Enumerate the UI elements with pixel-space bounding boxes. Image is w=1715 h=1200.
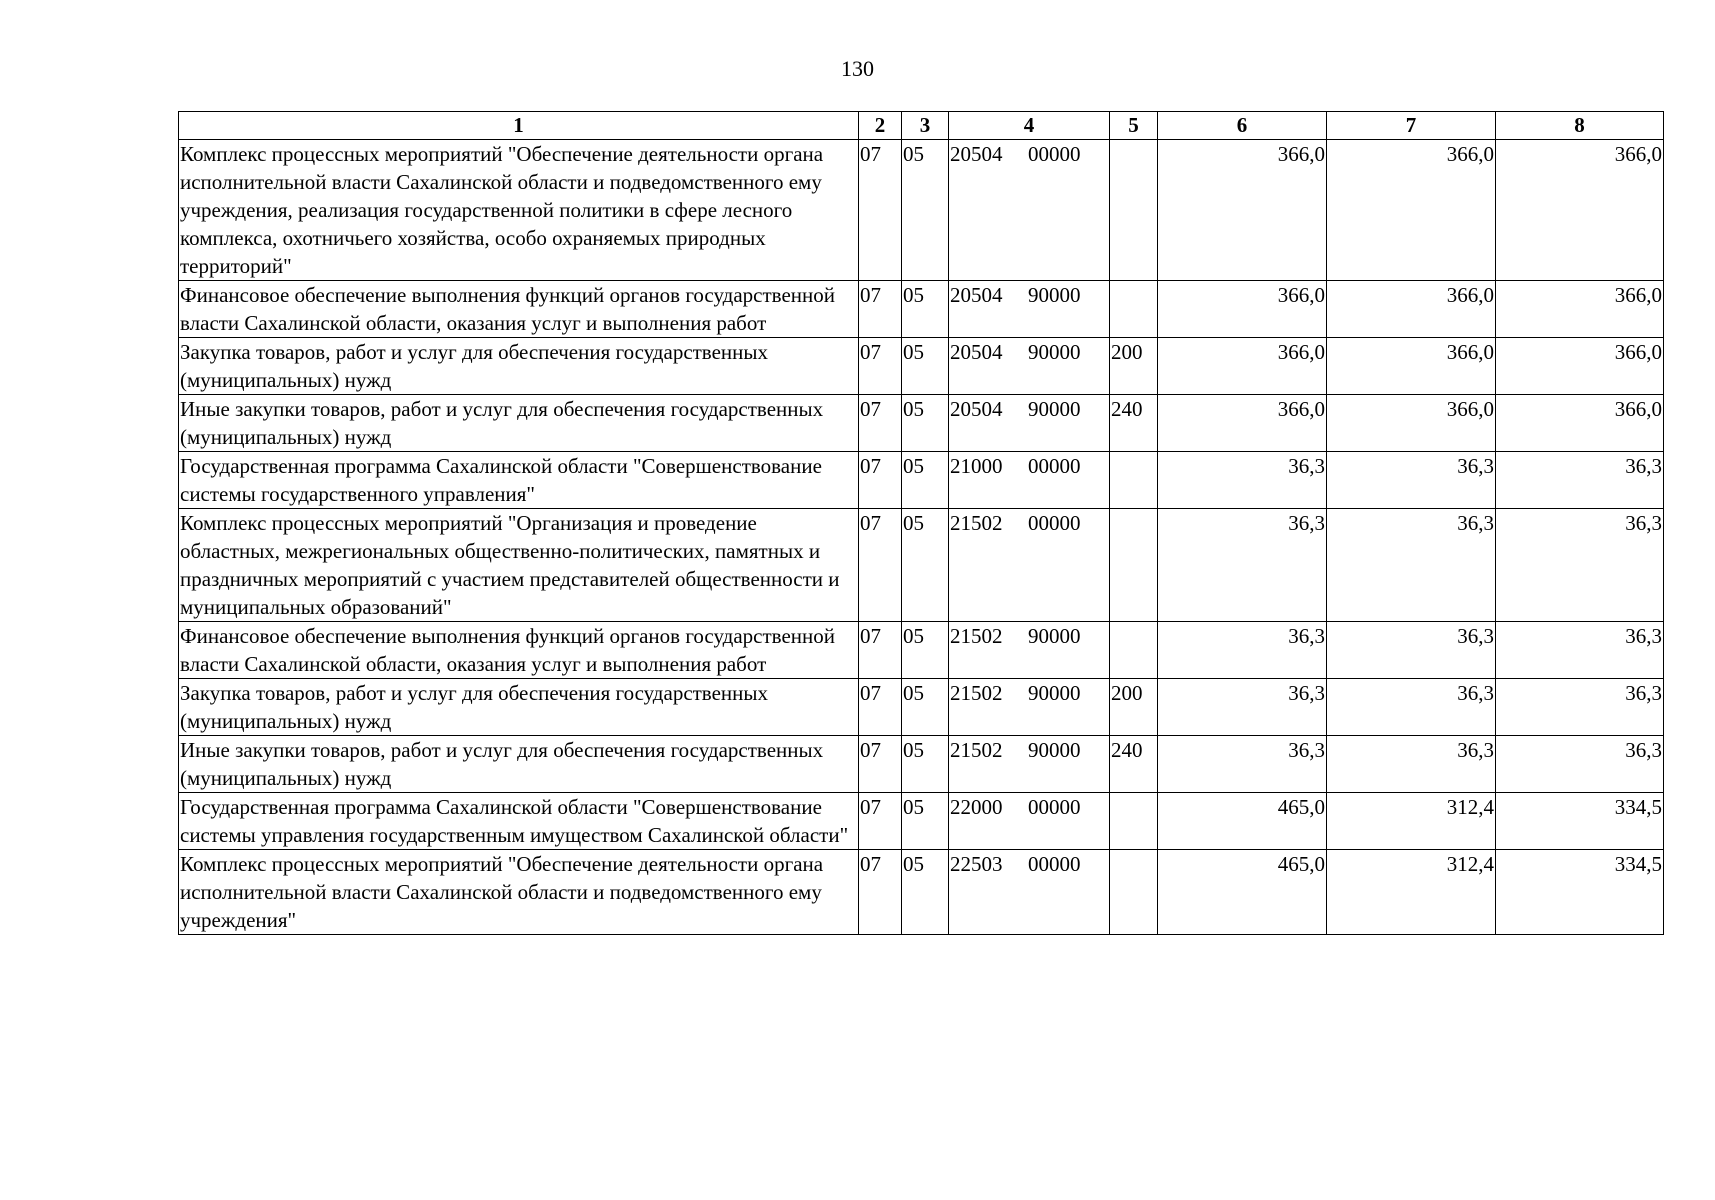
amount-col-8: 36,3: [1496, 622, 1664, 679]
target-article-code-part1: 21502: [950, 624, 1003, 648]
target-article-code-part1: 21502: [950, 738, 1003, 762]
amount-col-6: 366,0: [1158, 281, 1327, 338]
target-article-code-part1: 21502: [950, 511, 1003, 535]
row-name: Финансовое обеспечение выполнения функций органов государственной власти Сахалинской области, оказания услуг и выполнения работ: [179, 622, 859, 679]
amount-col-6: 36,3: [1158, 622, 1327, 679]
table-row: [179, 281, 1664, 338]
target-article-code-part1: 20504: [950, 283, 1003, 307]
section-code: 07: [859, 622, 902, 679]
row-name: Государственная программа Сахалинской области "Совершенствование системы управления государственным имуществом Сахалинской области": [179, 793, 859, 850]
amount-col-7: 366,0: [1327, 140, 1496, 281]
row-name: Иные закупки товаров, работ и услуг для обеспечения государственных (муниципальных) нужд: [179, 395, 859, 452]
row-name: Иные закупки товаров, работ и услуг для обеспечения государственных (муниципальных) нужд: [179, 736, 859, 793]
table-row: [179, 679, 1664, 736]
subsection-code: 05: [902, 679, 949, 736]
section-code: 07: [859, 509, 902, 622]
expense-type-code: [1110, 281, 1158, 338]
target-article-code-part2: 00000: [1028, 511, 1081, 535]
amount-col-6: 465,0: [1158, 850, 1327, 935]
budget-table: [178, 111, 1664, 935]
amount-col-6: 366,0: [1158, 395, 1327, 452]
amount-col-7: 366,0: [1327, 338, 1496, 395]
amount-col-6: 366,0: [1158, 140, 1327, 281]
target-article-code: [949, 793, 1110, 850]
table-body: [179, 140, 1664, 935]
target-article-code-part2: 90000: [1028, 340, 1081, 364]
header-row: [179, 112, 1664, 140]
amount-col-8: 36,3: [1496, 509, 1664, 622]
expense-type-code: [1110, 850, 1158, 935]
amount-col-8: 36,3: [1496, 736, 1664, 793]
target-article-code-part2: 90000: [1028, 397, 1081, 421]
section-code: 07: [859, 850, 902, 935]
amount-col-7: 36,3: [1327, 679, 1496, 736]
target-article-code-part1: 20504: [950, 142, 1003, 166]
header-col-2: 2: [859, 112, 902, 140]
target-article-code-part1: 21502: [950, 681, 1003, 705]
section-code: 07: [859, 140, 902, 281]
expense-type-code: 240: [1110, 395, 1158, 452]
amount-col-8: 334,5: [1496, 793, 1664, 850]
target-article-code-part2: 00000: [1028, 795, 1081, 819]
page-number: 130: [841, 56, 874, 81]
target-article-code-part2: 90000: [1028, 738, 1081, 762]
amount-col-6: 465,0: [1158, 793, 1327, 850]
amount-col-6: 36,3: [1158, 679, 1327, 736]
row-name: Закупка товаров, работ и услуг для обеспечения государственных (муниципальных) нужд: [179, 679, 859, 736]
amount-col-8: 366,0: [1496, 338, 1664, 395]
subsection-code: 05: [902, 509, 949, 622]
table-row: [179, 395, 1664, 452]
row-name: Комплекс процессных мероприятий "Организация и проведение областных, межрегиональных общественно-политических, памятных и праздничных мероприятий с участием представителей общественности и муниципальных образований": [179, 509, 859, 622]
subsection-code: 05: [902, 736, 949, 793]
subsection-code: 05: [902, 338, 949, 395]
target-article-code-part1: 22000: [950, 795, 1003, 819]
row-name: Финансовое обеспечение выполнения функций органов государственной власти Сахалинской области, оказания услуг и выполнения работ: [179, 281, 859, 338]
row-name: Закупка товаров, работ и услуг для обеспечения государственных (муниципальных) нужд: [179, 338, 859, 395]
target-article-code-part2: 90000: [1028, 283, 1081, 307]
section-code: 07: [859, 736, 902, 793]
expense-type-code: [1110, 452, 1158, 509]
target-article-code: [949, 140, 1110, 281]
table-row: [179, 140, 1664, 281]
section-code: 07: [859, 395, 902, 452]
amount-col-7: 36,3: [1327, 736, 1496, 793]
amount-col-8: 366,0: [1496, 140, 1664, 281]
amount-col-7: 36,3: [1327, 452, 1496, 509]
amount-col-7: 36,3: [1327, 509, 1496, 622]
header-col-3: 3: [902, 112, 949, 140]
header-col-4: 4: [949, 112, 1110, 140]
target-article-code: [949, 679, 1110, 736]
section-code: 07: [859, 452, 902, 509]
amount-col-8: 366,0: [1496, 281, 1664, 338]
header-col-6: 6: [1158, 112, 1327, 140]
target-article-code-part2: 00000: [1028, 852, 1081, 876]
target-article-code-part1: 20504: [950, 340, 1003, 364]
target-article-code-part2: 00000: [1028, 454, 1081, 478]
expense-type-code: [1110, 622, 1158, 679]
expense-type-code: 200: [1110, 338, 1158, 395]
subsection-code: 05: [902, 140, 949, 281]
table-row: [179, 850, 1664, 935]
section-code: 07: [859, 281, 902, 338]
amount-col-6: 366,0: [1158, 338, 1327, 395]
target-article-code-part1: 22503: [950, 852, 1003, 876]
target-article-code-part2: 90000: [1028, 624, 1081, 648]
header-col-7: 7: [1327, 112, 1496, 140]
target-article-code: [949, 736, 1110, 793]
subsection-code: 05: [902, 281, 949, 338]
target-article-code-part1: 21000: [950, 454, 1003, 478]
target-article-code: [949, 622, 1110, 679]
target-article-code: [949, 338, 1110, 395]
amount-col-8: 366,0: [1496, 395, 1664, 452]
section-code: 07: [859, 793, 902, 850]
target-article-code: [949, 850, 1110, 935]
table-row: [179, 622, 1664, 679]
amount-col-8: 36,3: [1496, 679, 1664, 736]
target-article-code: [949, 395, 1110, 452]
row-name: Государственная программа Сахалинской области "Совершенствование системы государственного управления": [179, 452, 859, 509]
amount-col-6: 36,3: [1158, 452, 1327, 509]
target-article-code-part1: 20504: [950, 397, 1003, 421]
amount-col-7: 312,4: [1327, 850, 1496, 935]
subsection-code: 05: [902, 793, 949, 850]
table-row: [179, 338, 1664, 395]
table-row: [179, 736, 1664, 793]
amount-col-8: 334,5: [1496, 850, 1664, 935]
subsection-code: 05: [902, 622, 949, 679]
header-col-5: 5: [1110, 112, 1158, 140]
amount-col-7: 366,0: [1327, 395, 1496, 452]
expense-type-code: [1110, 140, 1158, 281]
row-name: Комплекс процессных мероприятий "Обеспечение деятельности органа исполнительной власти Сахалинской области и подведомственного ему учреждения, реализация государственной политики в сфере лесного комплекса, охотничьего хозяйства, особо охраняемых природных территорий": [179, 140, 859, 281]
expense-type-code: [1110, 509, 1158, 622]
amount-col-7: 36,3: [1327, 622, 1496, 679]
header-col-1: 1: [179, 112, 859, 140]
expense-type-code: 240: [1110, 736, 1158, 793]
subsection-code: 05: [902, 850, 949, 935]
amount-col-6: 36,3: [1158, 736, 1327, 793]
section-code: 07: [859, 679, 902, 736]
expense-type-code: [1110, 793, 1158, 850]
section-code: 07: [859, 338, 902, 395]
target-article-code: [949, 452, 1110, 509]
target-article-code: [949, 281, 1110, 338]
amount-col-7: 366,0: [1327, 281, 1496, 338]
subsection-code: 05: [902, 452, 949, 509]
target-article-code: [949, 509, 1110, 622]
amount-col-6: 36,3: [1158, 509, 1327, 622]
amount-col-8: 36,3: [1496, 452, 1664, 509]
header-col-8: 8: [1496, 112, 1664, 140]
amount-col-7: 312,4: [1327, 793, 1496, 850]
row-name: Комплекс процессных мероприятий "Обеспечение деятельности органа исполнительной власти Сахалинской области и подведомственного ему учреждения": [179, 850, 859, 935]
expense-type-code: 200: [1110, 679, 1158, 736]
target-article-code-part2: 00000: [1028, 142, 1081, 166]
table-row: [179, 452, 1664, 509]
subsection-code: 05: [902, 395, 949, 452]
target-article-code-part2: 90000: [1028, 681, 1081, 705]
table-row: [179, 509, 1664, 622]
table-row: [179, 793, 1664, 850]
